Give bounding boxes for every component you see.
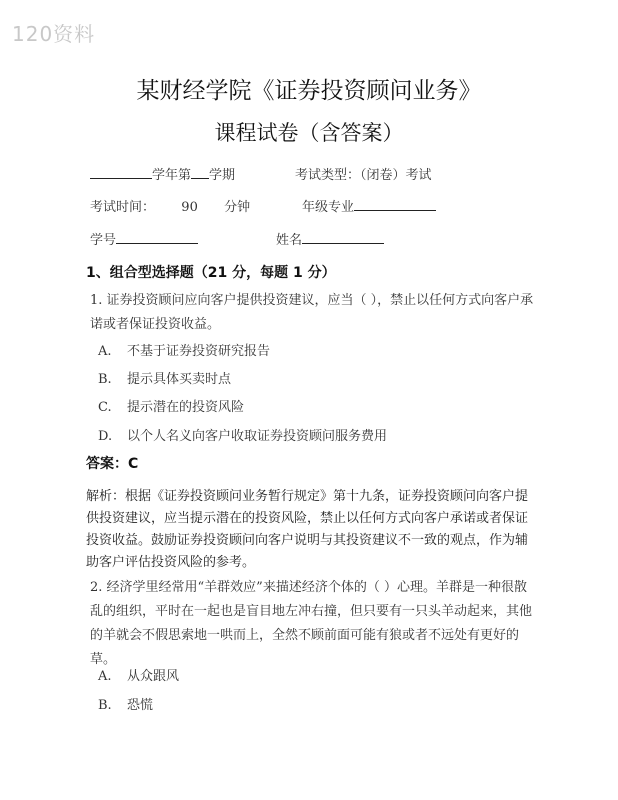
grade-label: 年级专业 <box>302 200 355 215</box>
section-heading: 1、组合型选择题（21 分，每题 1 分） <box>86 265 336 281</box>
question-1-option-c: C. 提示潜在的投资风险 <box>98 400 245 415</box>
watermark-text: 120资料 <box>12 22 96 46</box>
name-label: 姓名 <box>276 233 303 248</box>
student-name-line <box>276 229 384 248</box>
question-1-option-b: B. 提示具体买卖时点 <box>98 372 232 387</box>
time-label: 考试时间： <box>90 200 156 215</box>
exam-title: 某财经学院《证券投资顾问业务》 <box>136 78 482 104</box>
name-blank <box>302 231 384 244</box>
id-label: 学号 <box>90 233 117 248</box>
year-blank <box>90 166 152 179</box>
question-1-analysis: 解析：根据《证券投资顾问业务暂行规定》第十九条，证券投资顾问向客户提供投资建议，应当提示潜在的投资风险，禁止以任何方式向客户承诺或者保证投资收益。鼓励证券投资顾问向客户说明与其投资建议不一致的观点，作为辅助客户评估投资风险的参考。 <box>86 489 529 570</box>
student-id-line <box>90 229 198 248</box>
time-unit: 分钟 <box>224 200 251 215</box>
exam-type: 考试类型：（闭卷）考试 <box>295 168 432 183</box>
term-blank <box>191 166 209 179</box>
year-label: 学年第 <box>152 168 192 183</box>
question-1-answer: 答案：C <box>86 456 139 472</box>
question-2-option-b: B. 恐慌 <box>98 698 154 713</box>
question-2-option-a: A. 从众跟风 <box>98 669 180 684</box>
question-2-text: 2. 经济学里经常用“羊群效应”来描述经济个体的（ ）心理。羊群是一种很散乱的组织，平时在一起也是盲目地左冲右撞，但只要有一只头羊动起来，其他的羊就会不假思索地一哄而上，全然不顾前面可能有狼或者不远处有更好的草。 <box>90 580 533 667</box>
exam-time-line <box>90 196 250 215</box>
academic-year-line <box>90 164 235 183</box>
grade-blank <box>354 198 436 211</box>
term-label: 学期 <box>209 168 236 183</box>
id-blank <box>116 231 198 244</box>
question-1-option-a: A. 不基于证券投资研究报告 <box>98 344 271 359</box>
time-value: 90 <box>181 200 198 215</box>
grade-major-line <box>302 196 436 215</box>
exam-subtitle: 课程试卷（含答案） <box>214 121 404 145</box>
question-1-text: 1. 证券投资顾问应向客户提供投资建议，应当（ ），禁止以任何方式向客户承诺或者保证投资收益。 <box>90 293 534 332</box>
question-1-option-d: D. 以个人名义向客户收取证券投资顾问服务费用 <box>98 429 388 444</box>
